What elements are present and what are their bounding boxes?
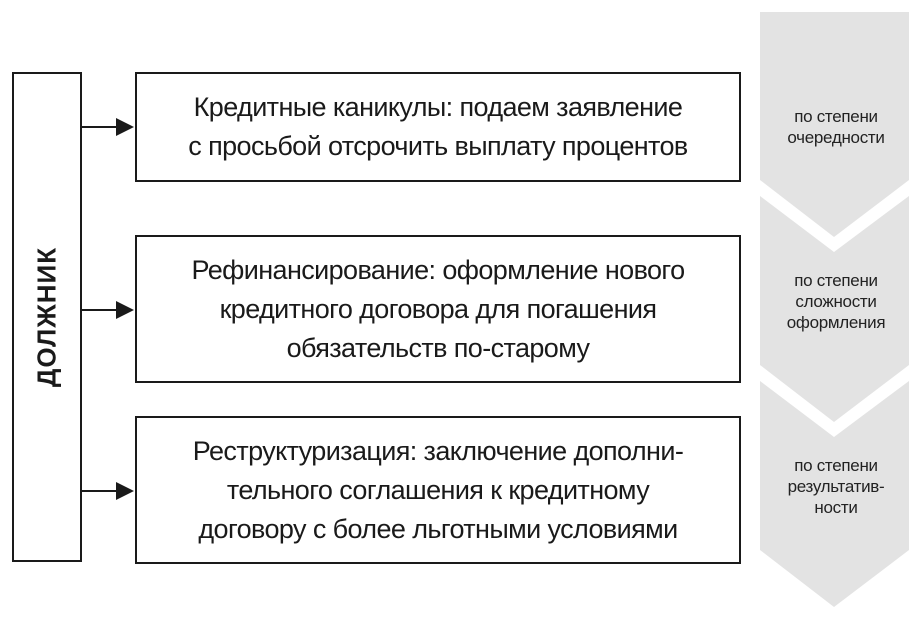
side-label-effectiveness: по степени результатив- ности [787, 456, 885, 517]
debtor-label: ДОЛЖНИК [31, 246, 62, 388]
refinancing-box [135, 235, 741, 383]
restructuring-box [135, 416, 741, 564]
refinancing-text: Рефинансирование: оформление нового кредитного договора для погашения обязательств по-старому [191, 254, 685, 363]
arrow-3 [82, 482, 134, 500]
restructuring-text: Реструктуризация: заключение дополни- тельного соглашения к кредитному договору с более льготными условиями [192, 435, 684, 544]
credit-holidays-text: Кредитные каникулы: подаем заявление с просьбой отсрочить выплату процентов [188, 92, 688, 161]
credit-holidays-box [135, 72, 741, 182]
side-label-complexity: по степени сложности оформления [786, 271, 886, 332]
debtor-box [12, 72, 82, 562]
side-label-priority: по степени очередности [787, 107, 885, 147]
arrow-1 [82, 118, 134, 136]
arrow-2 [82, 301, 134, 319]
